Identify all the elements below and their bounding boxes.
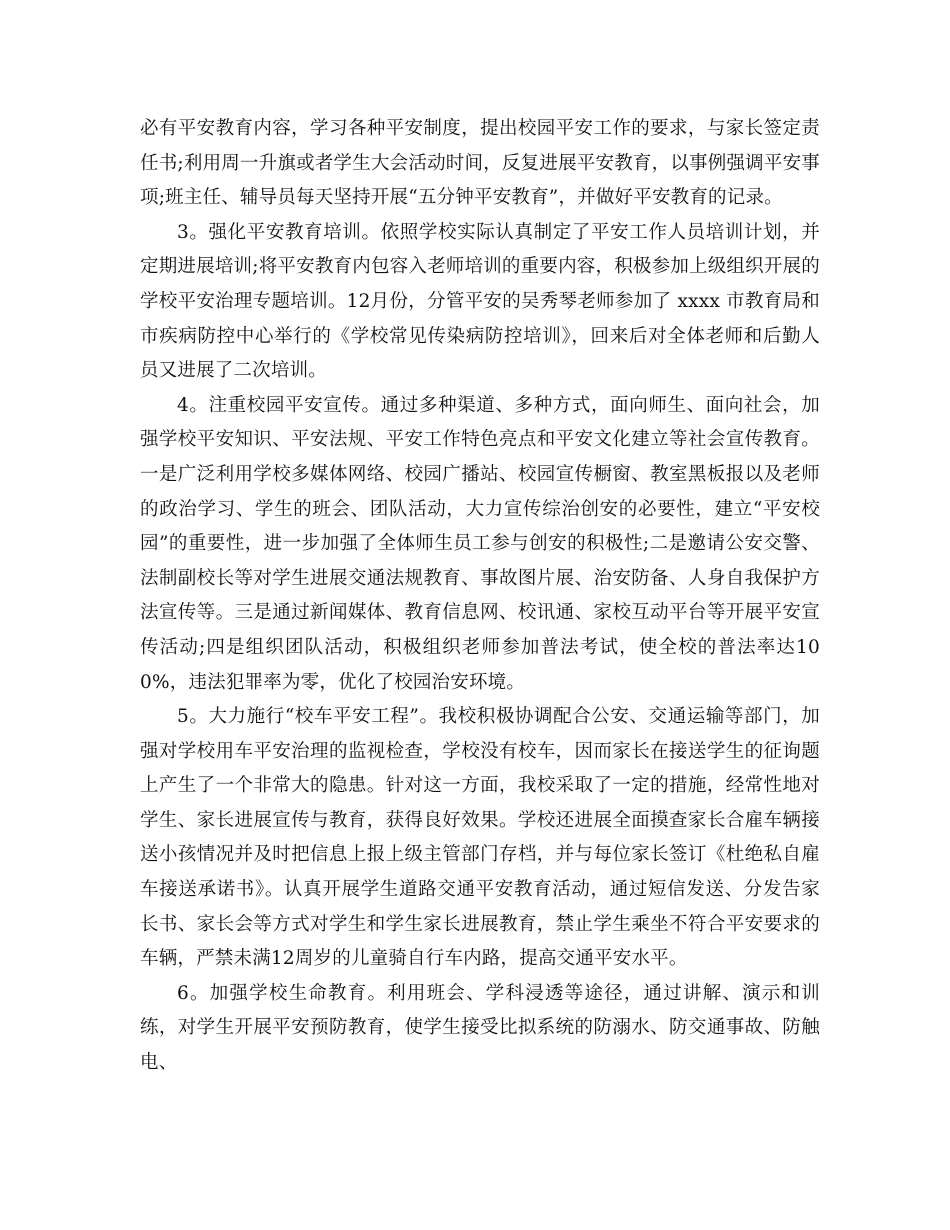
paragraph-4-publicity: 4。注重校园平安宣传。通过多种渠道、多种方式，面向师生、面向社会，加强学校平安知识、平安法规、平安工作特色亮点和平安文化建立等社会宣传教育。一是广泛利用学校多媒体网络、校园广播站、校园宣传橱窗、教室黑板报以及老师的政治学习、学生的班会、团队活动，大力宣传综治创安的必要性，建立“平安校园”的重要性，进一步加强了全体师生员工参与创安的积极性;二是邀请公安交警、法制副校长等对学生进展交通法规教育、事故图片展、治安防备、人身自我保护方法宣传等。三是通过新闻媒体、教育信息网、校讯通、家校互动平台等开展平安宣传活动;四是组织团队活动，积极组织老师参加普法考试，使全校的普法率达100%，违法犯罪率为零，优化了校园治安环境。	[140, 394, 821, 693]
paragraph-continuation: 必有平安教育内容，学习各种平安制度，提出校园平安工作的要求，与家长签定责任书;利用周一升旗或者学生大会活动时间，反复进展平安教育，以事例强调平安事项;班主任、辅导员每天坚持开展“五分钟平安教育”，并做好平安教育的记录。	[140, 118, 820, 209]
paragraph-5-school-bus: 5。大力施行“校车平安工程”。我校积极协调配合公安、交通运输等部门，加强对学校用车平安治理的监视检查，学校没有校车，因而家长在接送学生的征询题上产生了一个非常大的隐患。针对这一方面，我校采取了一定的措施，经常性地对学生、家长进展宣传与教育，获得良好效果。学校还进展全面摸查家长合雇车辆接送小孩情况并及时把信息上报上级主管部门存档，并与每位家长签订《杜绝私自雇车接送承诺书》。认真开展学生道路交通平安教育活动，通过短信发送、分发告家长书、家长会等方式对学生和学生家长进展教育，禁止学生乘坐不符合平安要求的车辆，严禁未满12周岁的儿童骑自行车内路，提高交通平安水平。	[140, 706, 820, 970]
paragraph-6-life-education: 6。加强学校生命教育。利用班会、学科浸透等途径，通过讲解、演示和训练，对学生开展平安预防教育，使学生接受比拟系统的防溺水、防交通事故、防触电、	[140, 982, 820, 1074]
document-body	[140, 112, 820, 1081]
paragraph-3-training: 3。强化平安教育培训。依照学校实际认真制定了平安工作人员培训计划，并定期进展培训;将平安教育内包容入老师培训的重要内容，积极参加上级组织开展的学校平安治理专题培训。12月份，分管平安的吴秀琴老师参加了 xxxx 市教育局和市疾病防控中心举行的《学校常见传染病防控培训》，回来后对全体老师和后勤人员又进展了二次培训。	[140, 221, 820, 382]
